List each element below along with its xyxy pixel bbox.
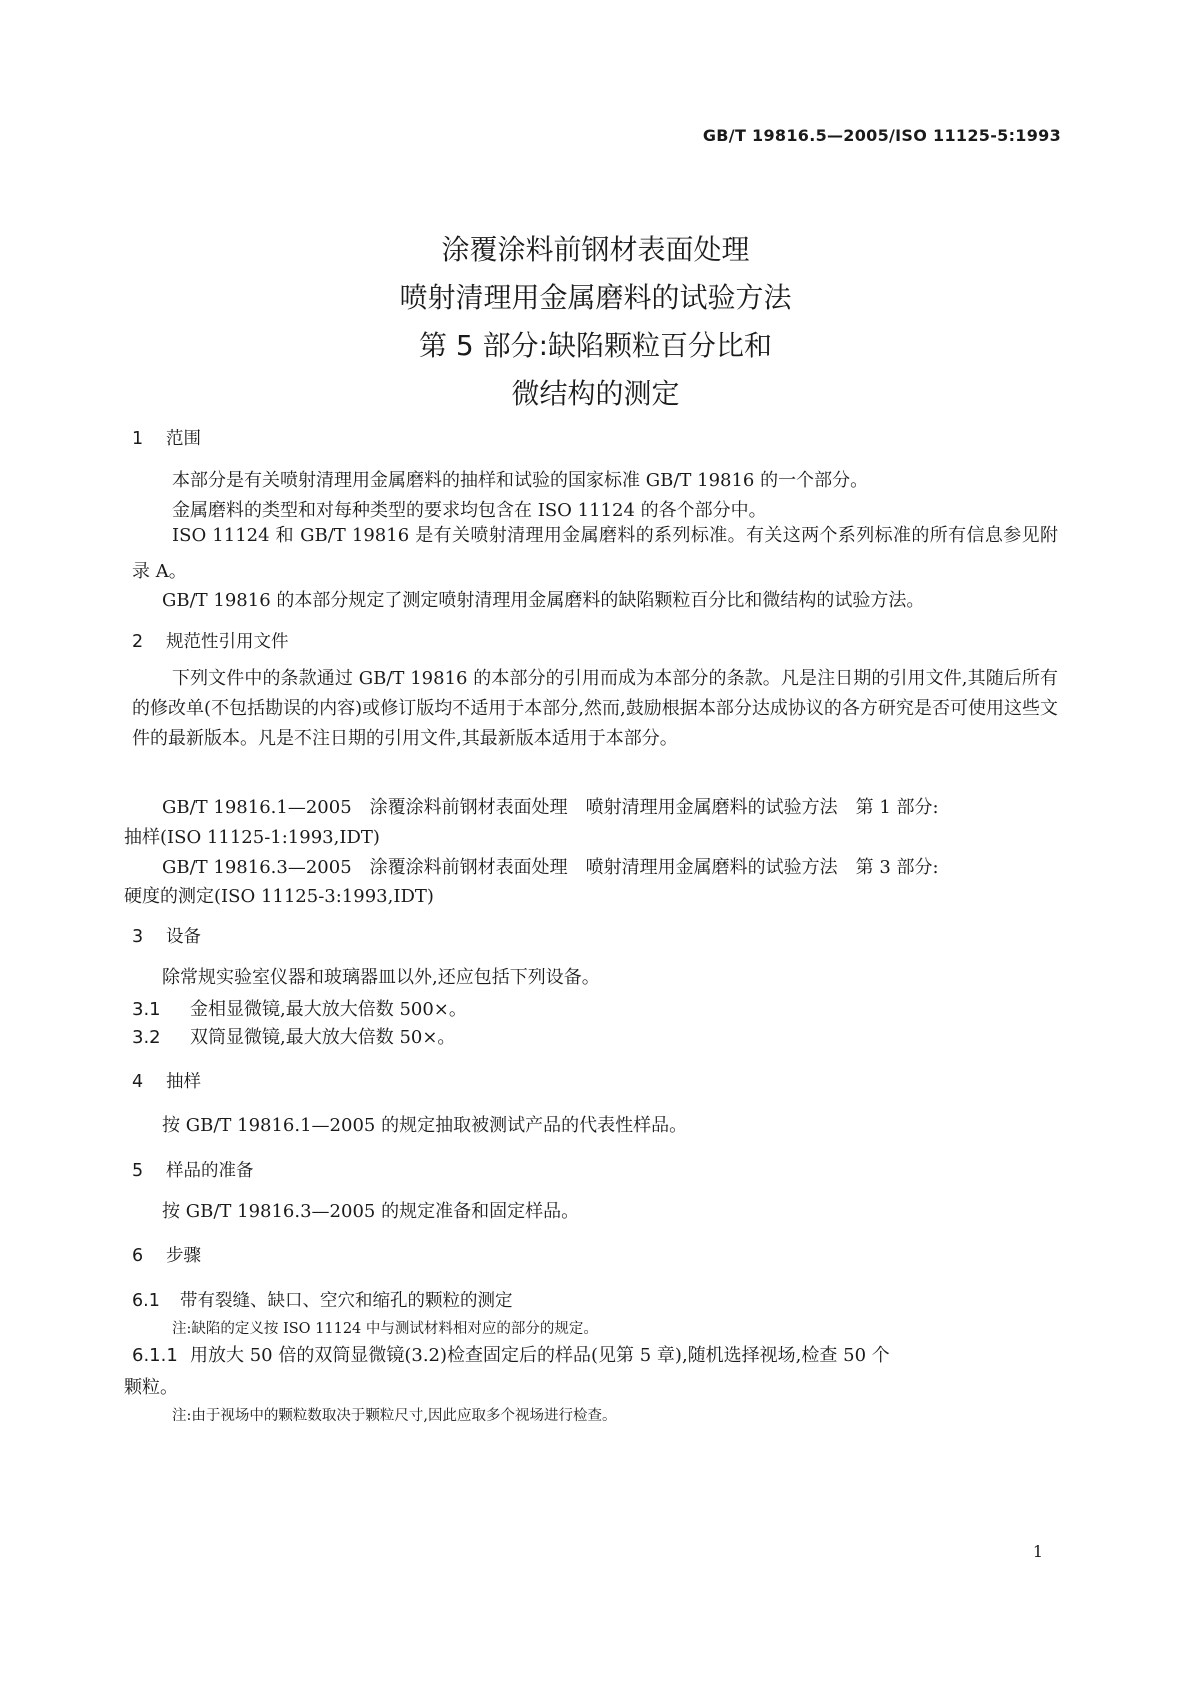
subsection-6-1-heading	[132, 1287, 513, 1312]
section-number: 6	[132, 1246, 144, 1266]
title-line-4: 微结构的测定	[511, 377, 680, 410]
reference-entry: 硬度的测定(ISO 11125-3:1993,IDT)	[124, 886, 434, 907]
clause-text: 用放大 50 倍的双筒显微镜(3.2)检查固定后的样品(见第 5 章),随机选择视场,检查 50 个	[190, 1345, 890, 1366]
paragraph: ISO 11124 和 GB/T 19816 是有关喷射清理用金属磨料的系列标准。有关这两个系列标准的所有信息参见附录 A。	[132, 525, 1058, 582]
section-2-heading	[132, 628, 289, 653]
page-number: 1	[1032, 1542, 1043, 1561]
section-number: 4	[132, 1072, 144, 1092]
paragraph: 按 GB/T 19816.3—2005 的规定准备和固定样品。	[162, 1201, 580, 1222]
reference-entry: 抽样(ISO 11125-1:1993,IDT)	[124, 827, 380, 848]
title-line-3: 第 5 部分:缺陷颗粒百分比和	[418, 329, 773, 362]
note: 注:由于视场中的颗粒数取决于颗粒尺寸,因此应取多个视场进行检查。	[172, 1408, 617, 1424]
paragraph: 金属磨料的类型和对每种类型的要求均包含在 ISO 11124 的各个部分中。	[172, 500, 767, 521]
subclause-number: 3.2	[132, 1027, 161, 1048]
paragraph: 除常规实验室仪器和玻璃器皿以外,还应包括下列设备。	[162, 967, 600, 988]
paragraph: 本部分是有关喷射清理用金属磨料的抽样和试验的国家标准 GB/T 19816 的一个部分。	[172, 470, 869, 491]
section-number: 5	[132, 1161, 144, 1181]
section-title: 范围	[166, 429, 201, 449]
clause-6-1-1	[132, 1341, 890, 1367]
subclause-3-2	[132, 1023, 455, 1049]
subsection-number: 6.1	[132, 1291, 160, 1311]
section-3-heading	[132, 923, 201, 948]
subsection-title: 带有裂缝、缺口、空穴和缩孔的颗粒的测定	[180, 1291, 513, 1311]
paragraph: GB/T 19816 的本部分规定了测定喷射清理用金属磨料的缺陷颗粒百分比和微结构的试验方法。	[162, 590, 925, 611]
section-title: 设备	[166, 927, 201, 947]
section-title: 规范性引用文件	[166, 632, 289, 652]
section-6-heading	[132, 1242, 201, 1267]
section-title: 步骤	[166, 1246, 201, 1266]
reference-entry: GB/T 19816.3—2005 涂覆涂料前钢材表面处理 喷射清理用金属磨料的试验方法 第 3 部分:	[162, 857, 939, 878]
document-title	[0, 226, 1191, 418]
standard-code: GB/T 19816.5—2005/ISO 11125-5:1993	[702, 126, 1061, 145]
section-title: 样品的准备	[166, 1161, 254, 1181]
section-number: 2	[132, 632, 144, 652]
note: 注:缺陷的定义按 ISO 11124 中与测试材料相对应的部分的规定。	[172, 1321, 598, 1337]
subclause-number: 3.1	[132, 999, 161, 1020]
reference-entry: GB/T 19816.1—2005 涂覆涂料前钢材表面处理 喷射清理用金属磨料的试验方法 第 1 部分:	[162, 797, 939, 818]
paragraph: 按 GB/T 19816.1—2005 的规定抽取被测试产品的代表性样品。	[162, 1115, 688, 1136]
section-5-heading	[132, 1157, 254, 1182]
section-1-heading	[132, 425, 201, 450]
section-title: 抽样	[166, 1072, 201, 1092]
clause-continuation: 颗粒。	[124, 1377, 178, 1398]
title-line-2: 喷射清理用金属磨料的试验方法	[399, 281, 792, 314]
clause-number: 6.1.1	[132, 1345, 178, 1366]
section-number: 3	[132, 927, 144, 947]
title-line-1: 涂覆涂料前钢材表面处理	[441, 233, 750, 266]
section-number: 1	[132, 429, 144, 449]
section-4-heading	[132, 1068, 201, 1093]
subclause-3-1	[132, 995, 467, 1021]
subclause-text: 双筒显微镜,最大放大倍数 50×。	[190, 1027, 456, 1048]
paragraph: 下列文件中的条款通过 GB/T 19816 的本部分的引用而成为本部分的条款。凡是注日期的引用文件,其随后所有的修改单(不包括勘误的内容)或修订版均不适用于本部分,然而,鼓励根据本部分达成协议的各方研究是否可使用这些文件的最新版本。凡是不注日期的引用文件,其最新版本适用于本部分。	[132, 668, 1058, 749]
subclause-text: 金相显微镜,最大放大倍数 500×。	[190, 999, 467, 1020]
